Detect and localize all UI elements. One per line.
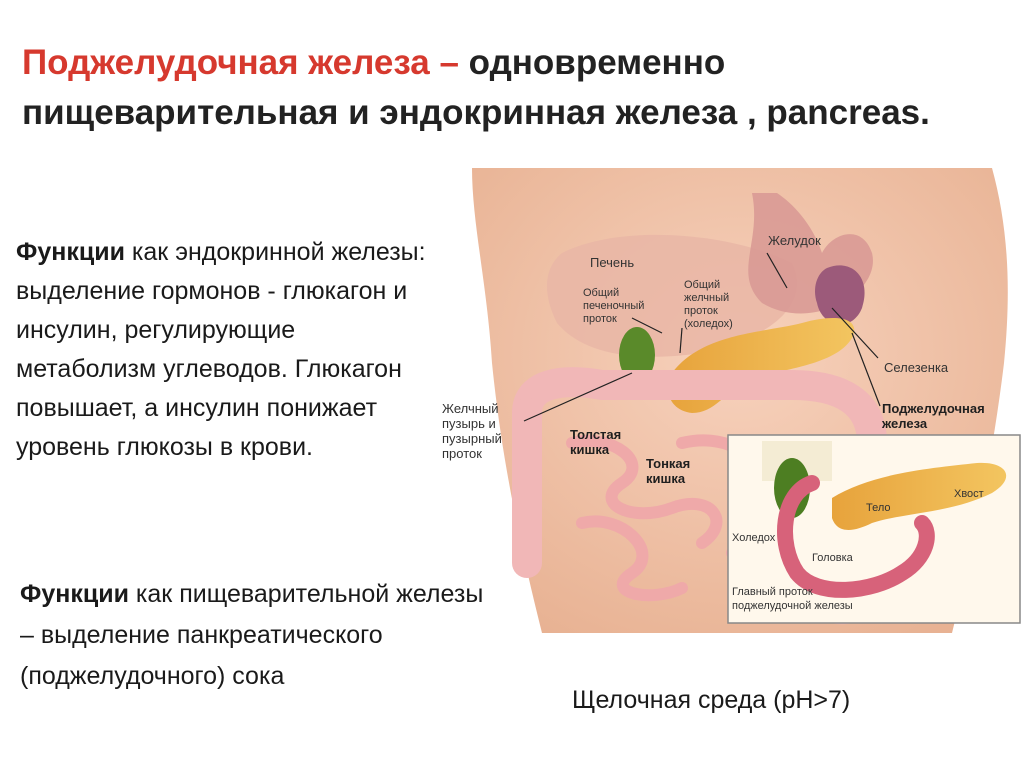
- label-stomach: Желудок: [768, 233, 821, 248]
- label-gallbladder-1: Желчный: [442, 401, 499, 416]
- label-colon-2: кишка: [570, 442, 610, 457]
- label-hepatic-duct-3: проток: [583, 313, 617, 325]
- label-small-intestine-1: Тонкая: [646, 456, 691, 471]
- endocrine-functions: [16, 233, 426, 467]
- label-small-intestine-2: кишка: [646, 471, 686, 486]
- label-bile-duct-4: (холедох): [684, 318, 733, 330]
- label-choledoch: Холедох: [732, 532, 776, 544]
- digestive-heading: Функции: [20, 580, 129, 608]
- digestive-text: как пищеварительной железы – выделение панкреатического (поджелудочного) сока: [20, 580, 484, 690]
- endocrine-text: как эндокринной железы: выделение гормонов - глюкагон и инсулин, регулирующие метаболизм углеводов. Глюкагон повышает, а инсулин понижает уровень глюкозы в крови.: [16, 238, 426, 461]
- label-gallbladder-4: проток: [442, 446, 482, 461]
- label-tail: Хвост: [954, 488, 984, 500]
- label-spleen: Селезенка: [884, 360, 949, 375]
- label-pancreas-2: железа: [882, 416, 928, 431]
- label-liver: Печень: [590, 255, 635, 270]
- label-body: Тело: [866, 502, 891, 514]
- label-bile-duct-1: Общий: [684, 279, 721, 291]
- title-rest: одновременно пищеварительная и эндокринная железа , pancreas.: [22, 43, 930, 132]
- label-gallbladder-2: пузырь и: [442, 416, 496, 431]
- label-main-duct-1: Главный проток: [732, 586, 813, 598]
- label-head: Головка: [812, 552, 853, 564]
- slide-title: [22, 38, 982, 138]
- endocrine-heading: Функции: [16, 238, 125, 266]
- label-main-duct-2: поджелудочной железы: [732, 600, 853, 612]
- digestive-functions: [20, 574, 500, 697]
- label-bile-duct-2: желчный: [684, 292, 730, 304]
- label-pancreas-1: Поджелудочная: [882, 401, 985, 416]
- label-colon-1: Толстая: [570, 427, 622, 442]
- title-accent: Поджелудочная железа –: [22, 43, 459, 82]
- label-gallbladder-3: пузырный: [442, 431, 502, 446]
- label-bile-duct-3: проток: [684, 305, 718, 317]
- alkaline-note: Щелочная среда (pH>7): [572, 686, 851, 714]
- anatomy-svg: [432, 163, 1022, 633]
- label-hepatic-duct-1: Общий: [583, 287, 620, 299]
- anatomy-illustration: [432, 163, 1022, 633]
- label-hepatic-duct-2: печеночный: [583, 300, 645, 312]
